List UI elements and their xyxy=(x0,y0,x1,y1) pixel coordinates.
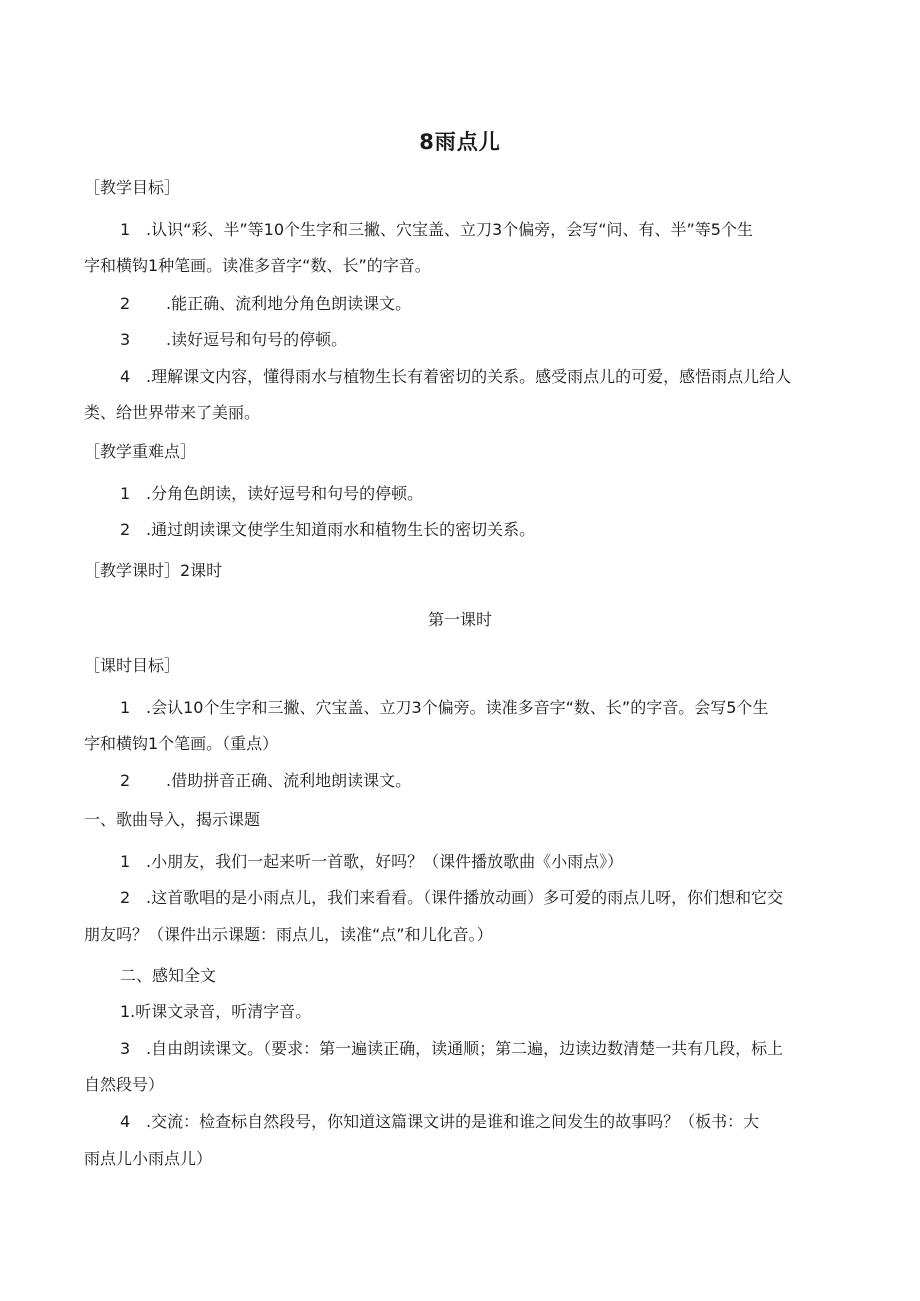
item-text: .会认10个生字和三撇、穴宝盖、立刀3个偏旁。读准多音字“数、长”的字音。会写5个生 xyxy=(146,698,769,717)
item-text: .理解课文内容，懂得雨水与植物生长有着密切的关系。感受雨点儿的可爱，感悟雨点儿给人 xyxy=(146,367,792,386)
part2-step-3 xyxy=(120,1039,783,1059)
item-text: .借助拼音正确、流利地朗读课文。 xyxy=(166,771,412,790)
item-number: 1 xyxy=(120,852,131,871)
part2-step-3-continued: 自然段号） xyxy=(84,1075,165,1094)
item-number: 2 xyxy=(120,771,131,790)
section-heading-lesson-goals: ［课时目标］ xyxy=(84,656,181,675)
key-point-1 xyxy=(120,484,423,504)
goal-item-3 xyxy=(120,330,347,350)
section-heading-key-points: ［教学重难点］ xyxy=(84,442,197,461)
item-text: .能正确、流利地分角色朗读课文。 xyxy=(166,294,412,313)
item-text: .这首歌唱的是小雨点儿，我们来看看。（课件播放动画）多可爱的雨点儿呀，你们想和它交 xyxy=(146,888,784,907)
item-text: .交流：检查标自然段号，你知道这篇课文讲的是谁和谁之间发生的故事吗？（板书：大 xyxy=(146,1112,760,1131)
part-heading-1: 一、歌曲导入，揭示课题 xyxy=(84,810,261,829)
part1-step-2-continued: 朋友吗？（课件出示课题：雨点儿，读准“点”和儿化音。） xyxy=(84,925,493,944)
goal-item-2 xyxy=(120,294,411,314)
section-heading-teaching-goals: ［教学目标］ xyxy=(84,178,181,197)
document-title: 8雨点儿 xyxy=(419,130,501,154)
item-number: 2 xyxy=(120,520,131,539)
item-number: 1 xyxy=(120,698,131,717)
section-heading-class-hours: ［教学课时］2课时 xyxy=(84,561,223,580)
item-text: .读好逗号和句号的停顿。 xyxy=(166,330,348,349)
item-number: 2 xyxy=(120,294,131,313)
lesson-goal-1-continued: 字和横钩1个笔画。（重点） xyxy=(84,734,279,753)
item-text: .小朋友，我们一起来听一首歌，好吗？（课件播放歌曲《小雨点》） xyxy=(146,852,624,871)
item-text: .自由朗读课文。（要求：第一遍读正确，读通顺；第二遍，边读边数清楚一共有几段，标上 xyxy=(146,1039,784,1058)
goal-item-4 xyxy=(120,367,791,387)
part2-step-1: 1.听课文录音，听清字音。 xyxy=(120,1002,312,1021)
item-number: 1 xyxy=(120,484,131,503)
lesson-goal-2 xyxy=(120,771,411,791)
part2-step-4 xyxy=(120,1112,759,1132)
goal-item-4-continued: 类、给世界带来了美丽。 xyxy=(84,403,261,422)
item-number: 4 xyxy=(120,367,131,386)
item-number: 1 xyxy=(120,220,131,239)
lesson-goal-1 xyxy=(120,698,768,718)
part1-step-2 xyxy=(120,888,783,908)
item-number: 4 xyxy=(120,1112,131,1131)
item-number: 3 xyxy=(120,330,131,349)
goal-item-1 xyxy=(120,220,753,240)
key-point-2 xyxy=(120,520,535,540)
item-number: 3 xyxy=(120,1039,131,1058)
item-number: 2 xyxy=(120,888,131,907)
item-text: .认识“彩、半”等10个生字和三撇、穴宝盖、立刀3个偏旁，会写“问、有、半”等5个生 xyxy=(146,220,753,239)
item-text: .分角色朗读，读好逗号和句号的停顿。 xyxy=(146,484,424,503)
part2-step-4-continued: 雨点儿小雨点儿） xyxy=(84,1149,213,1168)
part-heading-2: 二、感知全文 xyxy=(120,966,217,985)
lesson-heading: 第一课时 xyxy=(427,610,492,629)
item-text: .通过朗读课文使学生知道雨水和植物生长的密切关系。 xyxy=(146,520,536,539)
part1-step-1 xyxy=(120,852,623,872)
goal-item-1-continued: 字和横钩1种笔画。读准多音字“数、长”的字音。 xyxy=(84,256,431,275)
